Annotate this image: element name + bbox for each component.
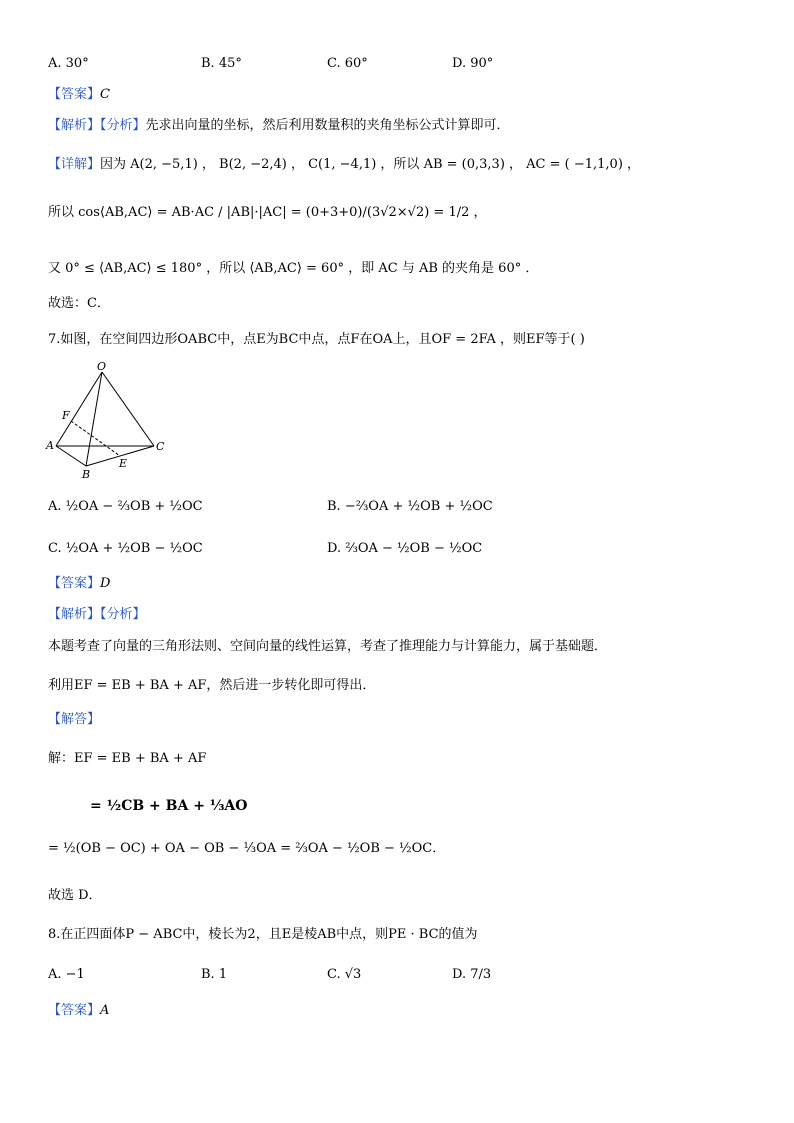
q7-analysis: 本题考查了向量的三角形法则、空间向量的线性运算，考查了推理能力与计算能力，属于基础题． (48, 639, 608, 654)
analysis-tag: 【解析】【分析】 (48, 118, 146, 133)
q6-conclusion: 故选：C． (48, 296, 110, 311)
edge-ob (86, 372, 102, 466)
q7-stem: 7.如图，在空间四边形OABC中，点E为BC中点，点F在OA上，且OF = 2FA ，则EF等于( ) (48, 332, 585, 347)
label-o: O (97, 360, 107, 373)
q8-option-c: C. √3 (327, 967, 362, 982)
edge-ab (56, 446, 86, 466)
label-a: A (46, 439, 54, 452)
q7-analysis-tag: 【解析】【分析】 (48, 607, 146, 622)
q8-option-d: D. 7/3 (452, 967, 492, 982)
q6-option-c: C. 60° (327, 56, 368, 71)
detail-tag: 【详解】 (48, 157, 101, 172)
q6-option-a: A. 30° (48, 56, 89, 71)
tetrahedron-figure (40, 360, 175, 480)
q7-solution-tag: 【解答】 (48, 712, 101, 727)
q6-option-d: D. 90° (452, 56, 494, 71)
q6-detail-line1: 【详解】因为 A(2, −5,1) ， B(2, −2,4) ， C(1, −4,1) ，所以 AB = (0,3,3) ， AC = ( −1,1,0) ， (48, 157, 641, 172)
label-f: F (62, 409, 70, 422)
q7-answer (48, 575, 110, 593)
q7-step1: 解：EF = EB + BA + AF (48, 751, 207, 766)
q6-detail-line2: 所以 cos⟨AB,AC⟩ = AB·AC / |AB|·|AC| = (0+3+0)/(3√2×√2) = 1/2 ， (48, 205, 487, 220)
q7-conclusion: 故选 D． (48, 888, 102, 903)
answer-tag: 【答案】 (48, 1003, 101, 1018)
q8-answer (48, 1002, 109, 1020)
q8-option-b: B. 1 (201, 967, 228, 982)
q7-method: 利用EF = EB + BA + AF，然后进一步转化即可得出． (48, 678, 376, 693)
q7-option-d: D. ⅔OA − ½OB − ½OC (327, 541, 483, 556)
q8-stem: 8.在正四面体P − ABC中，棱长为2，且E是棱AB中点，则PE · BC的值为 (48, 927, 478, 942)
label-c: C (156, 440, 165, 453)
q7-option-b: B. −⅔OA + ½OB + ½OC (327, 499, 493, 514)
q6-detail-line3: 又 0° ≤ ⟨AB,AC⟩ ≤ 180° ，所以 ⟨AB,AC⟩ = 60° ，即 AC 与 AB 的夹角是 60° ． (48, 261, 539, 276)
q8-option-a: A. −1 (48, 967, 85, 982)
q7-option-a: A. ½OA − ⅔OB + ½OC (48, 499, 203, 514)
q6-option-b: B. 45° (201, 56, 242, 71)
answer-value: A (100, 1003, 110, 1018)
label-e: E (119, 457, 128, 470)
segment-fe (71, 421, 120, 456)
answer-value: D (100, 576, 111, 591)
answer-tag: 【答案】 (48, 576, 101, 591)
q7-option-c: C. ½OA + ½OB − ½OC (48, 541, 203, 556)
answer-value: C (100, 87, 110, 102)
q7-step3: = ½(OB − OC) + OA − OB − ⅓OA = ⅔OA − ½OB − ½OC． (48, 841, 446, 856)
q7-step2: = ½CB + BA + ⅓AO (90, 798, 248, 814)
q6-analysis: 【解析】【分析】先求出向量的坐标，然后利用数量积的夹角坐标公式计算即可． (48, 118, 510, 133)
label-b: B (82, 468, 91, 480)
q6-answer (48, 86, 110, 104)
edge-oc (102, 372, 154, 446)
answer-tag: 【答案】 (48, 87, 101, 102)
